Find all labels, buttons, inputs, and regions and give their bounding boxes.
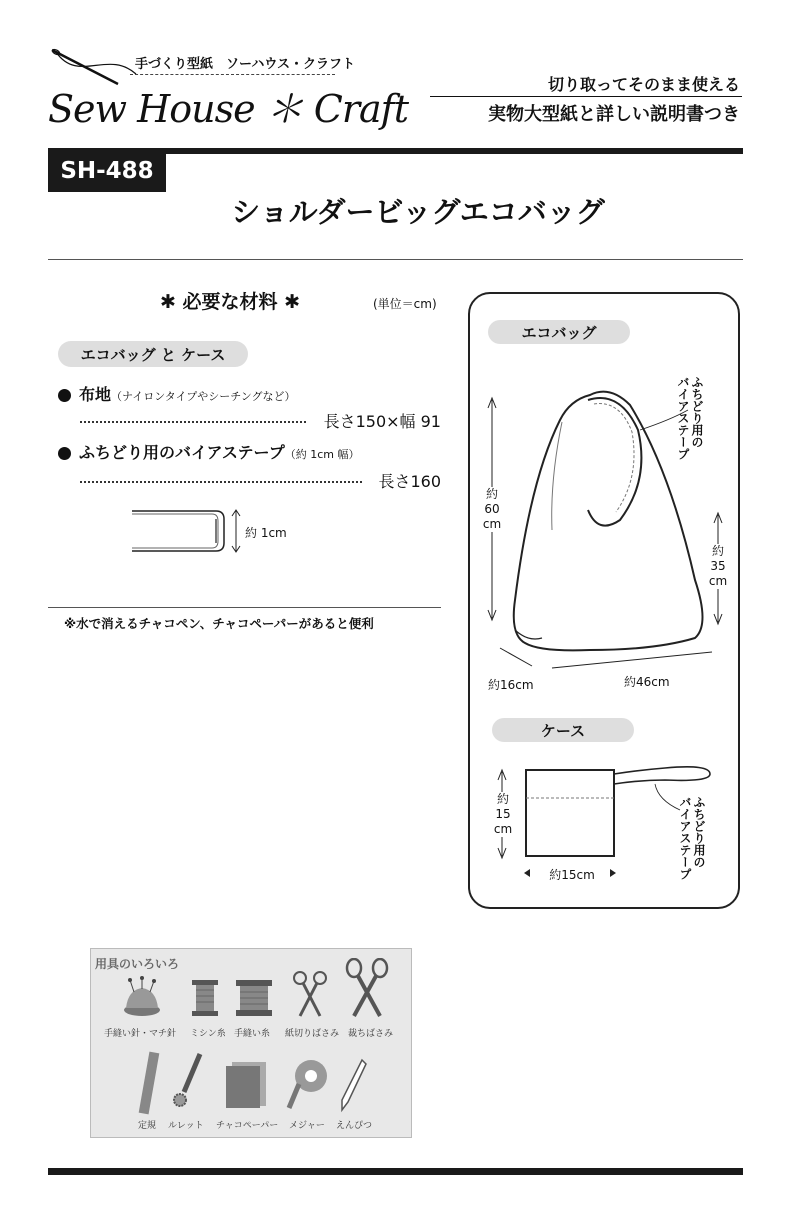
product-code: SH-488	[48, 150, 166, 192]
unit-note: (単位＝cm)	[373, 297, 437, 311]
bullet-icon	[58, 389, 71, 402]
material-item-fabric	[58, 382, 295, 405]
dim-unit: cm	[493, 822, 513, 836]
case-width-label: 約15cm	[549, 868, 595, 882]
ruler-icon	[134, 1050, 164, 1116]
dim-prefix: 約	[485, 487, 498, 501]
material-name: 布地	[79, 385, 112, 404]
leader-dots	[80, 421, 306, 423]
pencil-icon	[338, 1058, 368, 1114]
fabric-scissors-icon	[342, 958, 392, 1020]
materials-section-label: エコバッグ と ケース	[58, 341, 248, 367]
bag-label: エコバッグ	[488, 320, 630, 344]
binding-line-1: ふちどり用の	[690, 376, 704, 448]
material-name: ふちどり用のバイアステープ	[79, 443, 285, 462]
pincushion-icon	[118, 976, 166, 1018]
hand-thread-icon	[234, 978, 274, 1018]
dim-unit: cm	[708, 574, 728, 588]
paper-scissors-icon	[290, 970, 330, 1020]
case-height-label	[490, 792, 516, 837]
tool-label: 手縫い糸	[234, 1029, 271, 1039]
brand-name: Sew House ＊ Craft	[48, 87, 408, 131]
binding-line-2: バイアステープ	[676, 376, 690, 460]
machine-thread-icon	[190, 978, 220, 1018]
tagline-1: 切り取ってそのまま使える	[547, 75, 740, 94]
product-title: ショルダービッグエコバッグ	[231, 195, 605, 229]
material-note: （ナイロンタイプやシーチングなど）	[111, 390, 296, 403]
tagline-divider	[430, 96, 742, 97]
tagline-2: 実物大型紙と詳しい説明書つき	[488, 104, 740, 125]
dim-unit: cm	[482, 517, 502, 531]
tool-label: ルレット	[168, 1121, 204, 1131]
material-note: （約 1cm 幅）	[284, 448, 360, 461]
material-item-bias-tape	[58, 440, 360, 463]
leader-dots	[80, 481, 362, 483]
tool-label: ミシン糸	[190, 1029, 226, 1039]
dim-value: 15	[495, 807, 511, 821]
tool-label: チャコペーパー	[216, 1121, 279, 1131]
bag-gusset-label: 約16cm	[488, 678, 534, 692]
title-rule	[48, 259, 743, 260]
materials-heading: ✱ 必要な材料 ✱	[160, 291, 301, 313]
tool-label: メジャー	[289, 1121, 325, 1131]
material-measure: 長さ160	[378, 472, 441, 491]
tracing-wheel-icon	[170, 1050, 206, 1110]
case-label: ケース	[492, 718, 634, 742]
tape-width-label: 約 1cm	[245, 526, 287, 540]
dim-prefix: 約	[711, 544, 724, 558]
tool-label: 裁ちばさみ	[348, 1029, 394, 1039]
dim-prefix: 約	[496, 792, 509, 806]
tool-label: 定規	[138, 1121, 157, 1131]
note-rule	[48, 607, 441, 608]
brand-divider	[130, 74, 335, 75]
bottom-bar	[48, 1168, 743, 1175]
dim-value: 35	[710, 559, 726, 573]
bag-side-height-label	[705, 544, 731, 589]
tool-label: 紙切りばさみ	[285, 1029, 340, 1039]
materials-note: ※水で消えるチャコペン、チャコペーパーがあると便利	[64, 616, 374, 631]
binding-line-2: バイアステープ	[678, 796, 692, 880]
tools-title: 用具のいろいろ	[95, 957, 180, 971]
chalk-paper-icon	[224, 1060, 270, 1110]
tool-label: えんぴつ	[336, 1121, 373, 1131]
material-measure: 長さ150×幅 91	[323, 412, 441, 431]
bag-height-label	[479, 487, 505, 532]
bullet-icon	[58, 447, 71, 460]
tool-label: 手縫い針・マチ針	[104, 1029, 177, 1039]
binding-line-1: ふちどり用の	[692, 796, 706, 868]
bag-width-label: 約46cm	[624, 675, 670, 689]
binding-label-case	[678, 796, 706, 880]
dim-value: 60	[484, 502, 500, 516]
brand-subtitle: 手づくり型紙 ソーハウス・クラフト	[135, 57, 355, 72]
tape-measure-icon	[285, 1058, 331, 1114]
binding-label-bag	[676, 376, 704, 460]
